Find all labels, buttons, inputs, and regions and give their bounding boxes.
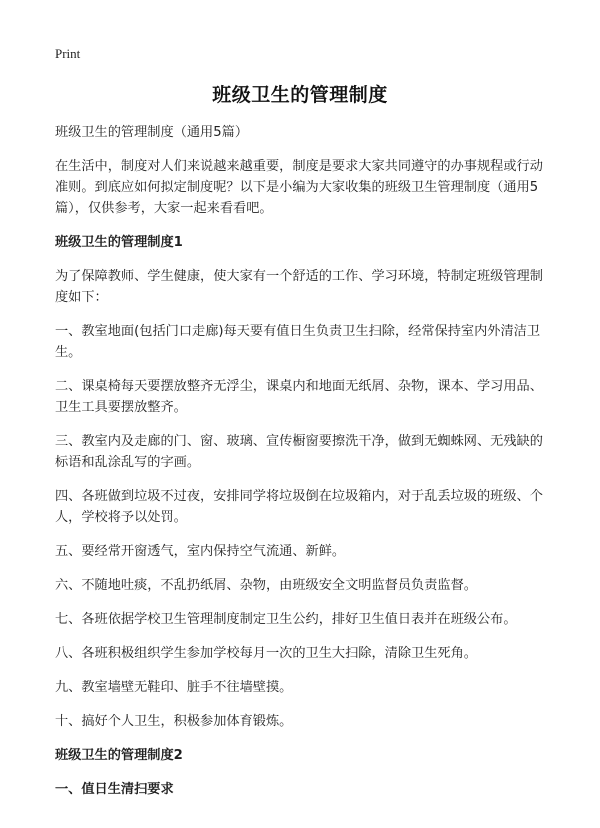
document-body	[55, 122, 548, 813]
rule-item: 九、教室墙壁无鞋印、脏手不往墙壁摸。	[55, 680, 293, 695]
section-heading-1: 班级卫生的管理制度1	[55, 235, 183, 250]
rule-item: 一、教室地面(包括门口走廊)每天要有值日生负责卫生扫除，经常保持室内外清洁卫生。	[55, 324, 541, 360]
rule-item: 十、搞好个人卫生，积极参加体育锻炼。	[55, 714, 293, 729]
rule-item: 八、各班积极组织学生参加学校每月一次的卫生大扫除，清除卫生死角。	[55, 646, 477, 661]
section-heading-2: 班级卫生的管理制度2	[55, 748, 183, 763]
print-link[interactable]: Print	[55, 46, 81, 61]
rule-item: 六、不随地吐痰，不乱扔纸屑、杂物，由班级安全文明监督员负责监督。	[55, 578, 477, 593]
section2-subheading: 一、值日生清扫要求	[55, 782, 174, 797]
rule-item: 七、各班依据学校卫生管理制度制定卫生公约，排好卫生值日表并在班级公布。	[55, 612, 517, 627]
intro-paragraph: 在生活中，制度对人们来说越来越重要，制度是要求大家共同遵守的办事规程或行动准则。到底应如何拟定制度呢？以下是小编为大家收集的班级卫生管理制度（通用5篇），仅供参考，大家一起来看看吧。	[55, 159, 543, 216]
rule-item: 二、课桌椅每天要摆放整齐无浮尘，课桌内和地面无纸屑、杂物，课本、学习用品、卫生工具要摆放整齐。	[55, 379, 543, 415]
document-subtitle: 班级卫生的管理制度（通用5篇）	[55, 125, 249, 140]
rule-item: 五、要经常开窗透气，室内保持空气流通、新鲜。	[55, 544, 346, 559]
rule-item: 四、各班做到垃圾不过夜，安排同学将垃圾倒在垃圾箱内，对于乱丢垃圾的班级、个人，学校将予以处罚。	[55, 489, 543, 525]
section1-intro: 为了保障教师、学生健康，使大家有一个舒适的工作、学习环境，特制定班级管理制度如下：	[55, 269, 543, 305]
rule-item: 三、教室内及走廊的门、窗、玻璃、宣传橱窗要擦洗干净，做到无蜘蛛网、无残缺的标语和乱涂乱写的字画。	[55, 434, 543, 470]
page-title: 班级卫生的管理制度	[212, 84, 388, 106]
